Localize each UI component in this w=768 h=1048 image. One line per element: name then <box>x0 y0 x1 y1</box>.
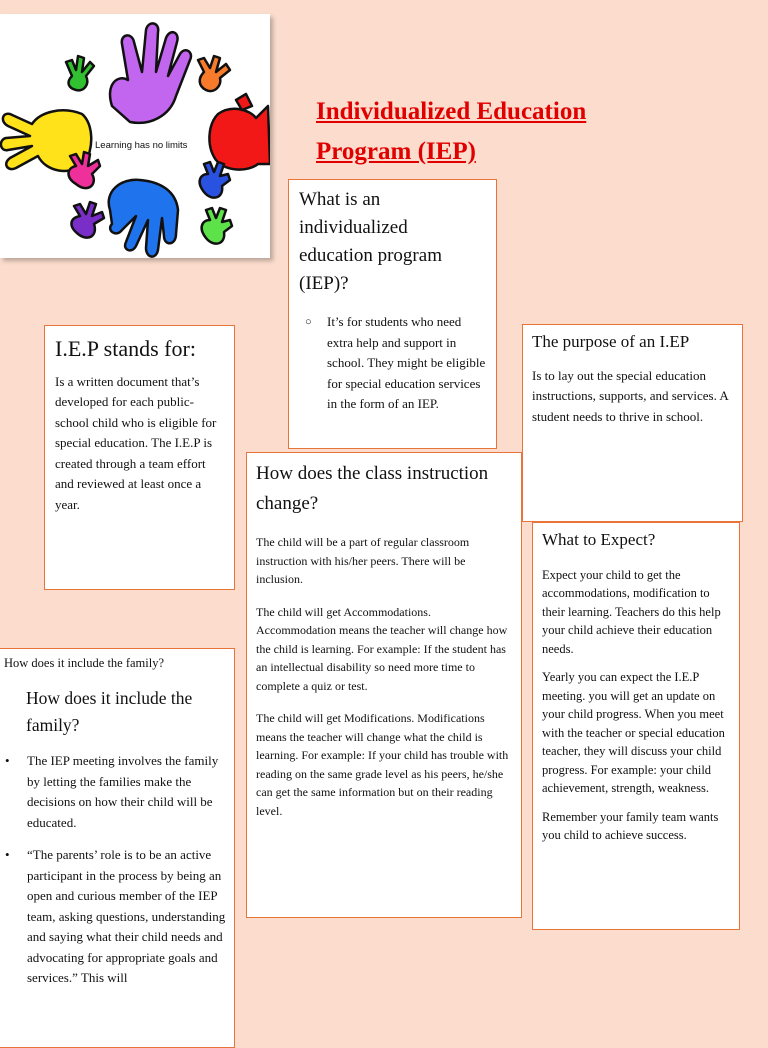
learning-logo-image <box>0 14 270 258</box>
family-list <box>4 751 230 989</box>
list-item <box>305 312 486 415</box>
list-item <box>4 845 230 989</box>
page-title <box>316 92 656 172</box>
purple-hand-icon <box>110 23 191 122</box>
list-item <box>4 751 230 833</box>
expect-paragraph-3: Remember your family team wants you child to achieve success. <box>542 809 719 843</box>
what-is-iep-box <box>288 179 497 449</box>
title-line-1: Individualized Education <box>316 98 587 125</box>
what-is-iep-heading: What is an individualized education program (IEP)? <box>299 189 442 294</box>
bullet-dot-icon: • <box>5 753 10 768</box>
family-bullet-2: “The parents’ role is to be an active participant in the process by being an open and curious member of the IEP team, asking questions, understanding and saying what their child needs and advocating for appropriate goals and services.” This will <box>27 847 226 985</box>
bullet-dot-icon: • <box>5 847 10 862</box>
purpose-box <box>522 324 743 522</box>
family-bullet-1: The IEP meeting involves the family by letting the families make the decisions on how their child will be educated. <box>27 753 219 830</box>
family-box <box>0 648 235 1048</box>
class-paragraph-accommodations: The child will get Accommodations. Accommodation means the teacher will change how the child is learning. For example: If the student has an intellectual disability so need more time to complete a quiz or test. <box>256 604 508 693</box>
expect-heading: What to Expect? <box>542 530 656 549</box>
pink-hand-icon <box>69 152 101 188</box>
stands-for-heading: I.E.P stands for: <box>55 336 196 361</box>
what-to-expect-box <box>532 522 740 930</box>
what-is-iep-bullet-text: It’s for students who need extra help and support in school. They might be eligible for special education services in the form of an IEP. <box>327 314 486 411</box>
class-paragraph-inclusion: The child will be a part of regular classroom instruction with his/her peers. There will be inclusion. <box>256 535 470 586</box>
stands-for-body: Is a written document that’s developed for each public-school child who is eligible for special education. The I.E.P is created through a team effort and reviewed at least once a year. <box>55 373 217 512</box>
purpose-heading: The purpose of an I.EP <box>532 332 690 351</box>
what-is-iep-list <box>299 312 486 415</box>
title-line-2: Program (IEP) <box>316 138 476 165</box>
lime-hand-icon <box>202 208 232 244</box>
family-heading: How does it include the family? <box>26 688 193 735</box>
hands-illustration <box>0 14 270 258</box>
logo-caption: Learning has no limits <box>95 140 188 151</box>
circle-bullet-icon: ○ <box>305 316 312 328</box>
class-instruction-heading: How does the class instruction change? <box>256 463 489 514</box>
green-hand-icon-top-left <box>66 56 94 90</box>
violet-hand-icon <box>71 202 104 238</box>
class-instruction-box <box>246 452 522 918</box>
orange-hand-icon-top-right <box>198 56 230 91</box>
family-small-heading: How does it include the family? <box>4 656 165 670</box>
red-hand-icon <box>209 94 270 170</box>
class-paragraph-modifications: The child will get Modifications. Modifications means the teacher will change what the child is learning. For example: If your child has trouble with reading on the same grade level as his peers, he/she can get the same information but on their reading level. <box>256 711 509 818</box>
blue-hand-icon <box>109 180 178 257</box>
expect-paragraph-2: Yearly you can expect the I.E.P meeting. you will get an update on your child progress. When you meet with the teacher or special education teacher, they will discuss your child progress. For example: your child achievement, strength, weakness. <box>542 670 725 796</box>
purpose-body: Is to lay out the special education instructions, supports, and services. A student needs to thrive in school. <box>532 367 729 424</box>
expect-paragraph-1: Expect your child to get the accommodations, modification to their learning. Teachers do this help your child achieve their education needs. <box>542 567 721 656</box>
iep-stands-for-box <box>44 325 235 590</box>
